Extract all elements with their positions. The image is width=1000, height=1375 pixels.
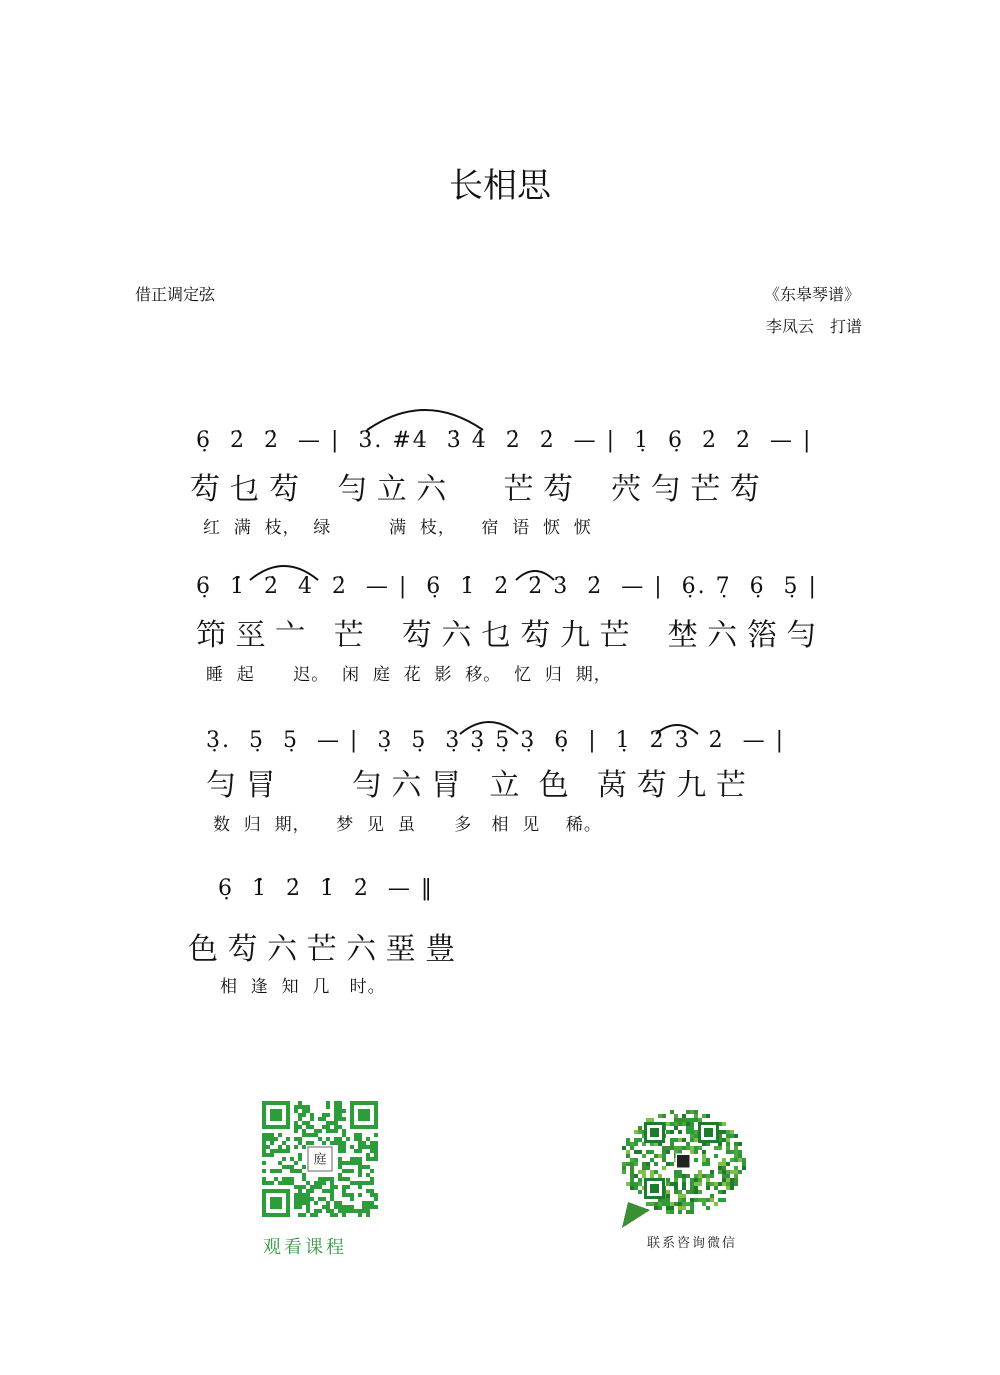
watch-course-caption[interactable]: 观看课程 bbox=[263, 1237, 347, 1258]
lyrics-line-4: 相 逢 知 几 时。 bbox=[220, 977, 386, 997]
notation-line-3: 3̣. 5̣ 5̣ — | 3̣ 5̣ 3̣ 3̣ 5̣ 3̣ 6̣ | 1̣ 2̇ 3̇ 2̇ — | bbox=[206, 728, 785, 753]
slur-mark bbox=[248, 560, 320, 582]
slur-mark bbox=[514, 566, 556, 582]
lyrics-line-3: 数 归 期， 梦 见 虽 多 相 见 稀。 bbox=[213, 815, 602, 835]
tablature-line-1: 芶 乜 芶 勻 立 六 芒 芶 茓 勻 芒 芶 bbox=[190, 472, 760, 507]
transcriber-label: 李凤云 打谱 bbox=[765, 317, 862, 336]
contact-wechat-caption[interactable]: 联系咨询微信 bbox=[647, 1236, 738, 1251]
page-title: 长相思 bbox=[449, 166, 551, 206]
lyrics-line-1: 红 满 枝， 绿 满 枝， 宿 语 恹 恹 bbox=[203, 518, 592, 538]
slur-mark bbox=[458, 716, 520, 736]
tablature-line-3: 勻 冐 勻 六 冐 立 色 莴 芶 九 芒 bbox=[206, 768, 746, 803]
source-label: 《东皋琴谱》 bbox=[763, 285, 860, 304]
qr-code-icon[interactable] bbox=[262, 1101, 378, 1217]
tablature-line-4: 色 芶 六 芒 六 堊 豊 bbox=[188, 932, 456, 967]
lyrics-line-2: 睡 起 迟。 闲 庭 花 影 移。 忆 归 期， bbox=[206, 665, 612, 685]
qr-code-speech-bubble-icon[interactable] bbox=[614, 1106, 752, 1230]
slur-mark bbox=[365, 404, 485, 434]
tablature-line-2: 笻 巠 亠 芒 芶 六 乜 芶 九 芒 埜 六 箈 勻 bbox=[196, 618, 817, 653]
notation-line-2: 6̣ 1̇ 2̇ 4̇ 2̇ — | 6̣ 1̇ 2̇ 2̇ 3̇ 2̇ — | 6̣. 7̣ 6̣ 5̣ | bbox=[196, 574, 818, 599]
notation-line-4: 6̣ 1̇ 2̇ 1̇ 2̇ — ‖ bbox=[218, 876, 434, 901]
svg-text:庭: 庭 bbox=[313, 1152, 327, 1168]
slur-mark bbox=[654, 720, 700, 736]
notation-line-1: 6̣ 2̇ 2̇ — | 3̇. #4 3̇ 4 2̇ 2̇ — | 1̣ 6̣ 2̇ 2̇ — | bbox=[196, 428, 813, 453]
tuning-label: 借正调定弦 bbox=[135, 285, 216, 304]
